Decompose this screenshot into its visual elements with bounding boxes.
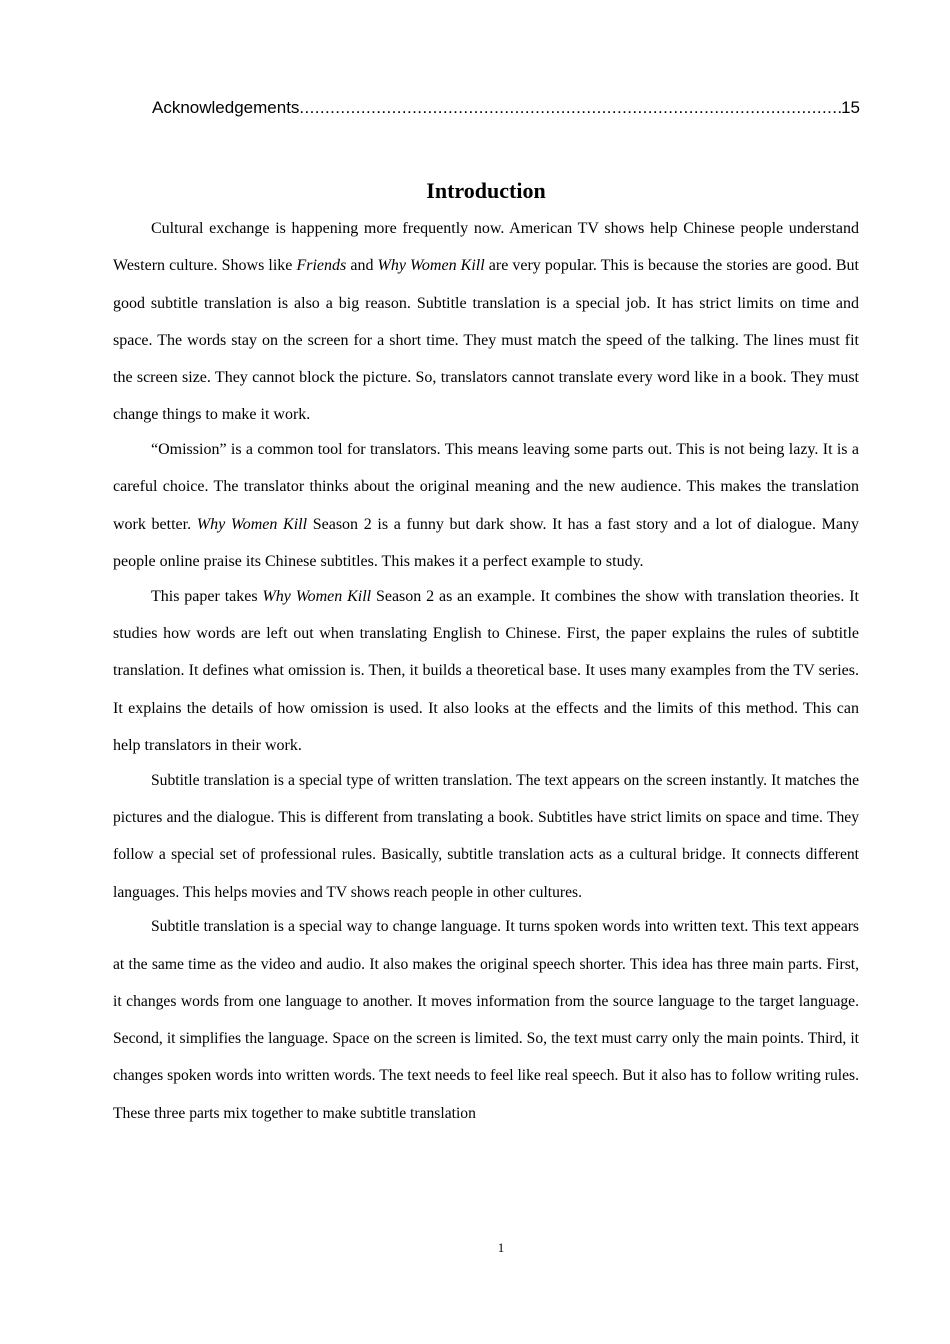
paragraph-3: [113, 578, 859, 764]
paragraph-1: [113, 210, 859, 434]
paragraph-2-text-b: Season 2 is a funny but dark show. It has a fast story and a lot of dialogue. Many people online praise its Chinese subtitles. This makes it a perfect example to study.: [113, 515, 859, 571]
paragraph-1-text-c: are very popular. This is because the stories are good. But good subtitle translation is also a big reason. Subtitle translation is a special job. It has strict limits on time and space. The words stay on the screen for a short time. They must match the speed of the talking. The lines must fit the screen size. They cannot block the picture. So, translators cannot translate every word like in a book. They must change things to make it work.: [113, 257, 860, 424]
paragraph-2-text-a: “Omission” is a common tool for translators. This means leaving some parts out. This is not being lazy. It is a careful choice. The translator thinks about the original meaning and the new audience. This makes the translation work better.: [113, 441, 859, 533]
paragraph-1-text-a: Cultural exchange is happening more frequently now. American TV shows help Chinese people understand Western culture. Shows like: [113, 220, 859, 275]
toc-entry-page-number: 15: [841, 98, 860, 117]
toc-entry-acknowledgements[interactable]: [152, 96, 860, 120]
page-number: 1: [497, 1240, 505, 1255]
paragraph-2: [113, 431, 859, 580]
show-title-why-women-kill: Why Women Kill: [377, 257, 485, 275]
toc-entry-label: Acknowledgements: [152, 98, 300, 117]
show-title-why-women-kill: Why Women Kill: [196, 515, 308, 533]
paragraph-5: Subtitle translation is a special way to change language. It turns spoken words into written text. This text appears at the same time as the video and audio. It also makes the original speech shorter. This idea has three main parts. First, it changes words from one language to another. It moves information from the source language to the target language. Second, it simplifies the language. Space on the screen is limited. So, the text must carry only the main points. Third, it changes spoken words into written words. The text needs to feel like real speech. But it also has to follow writing rules. These three parts mix together to make subtitle translation: [113, 918, 859, 1122]
toc-dot-leader: [299, 96, 841, 120]
paragraph-3-text-a: This paper takes: [151, 587, 263, 605]
paragraph-1-text-b: and: [346, 257, 378, 275]
show-title-friends: Friends: [296, 257, 347, 275]
paragraph-3-text-b: Season 2 as an example. It combines the show with translation theories. It studies how words are left out when translating English to Chinese. First, the paper explains the rules of subtitle translation. It defines what omission is. Then, it builds a theoretical base. It uses many examples from the TV series. It explains the details of how omission is used. It also looks at the effects and the limits of this method. This can help translators in their work.: [113, 587, 860, 754]
body-text: [113, 210, 859, 1129]
section-heading: Introduction: [426, 178, 546, 203]
paragraph-4: Subtitle translation is a special type of written translation. The text appears on the screen instantly. It matches the pictures and the dialogue. This is different from translating a book. Subtitles have strict limits on space and time. They follow a special set of professional rules. Basically, subtitle translation acts as a cultural bridge. It connects different languages. This helps movies and TV shows reach people in other cultures.: [113, 771, 859, 901]
show-title-why-women-kill: Why Women Kill: [262, 587, 372, 605]
